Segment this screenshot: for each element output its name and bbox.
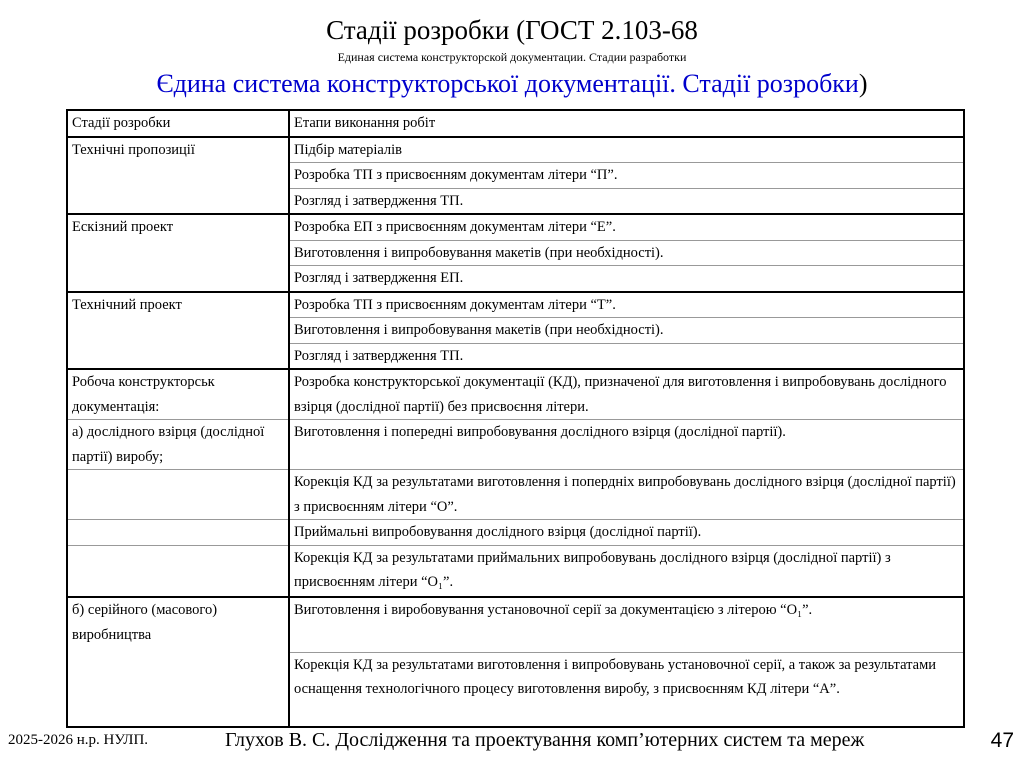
table-row xyxy=(67,369,964,420)
page-number: 47 xyxy=(990,729,1014,752)
stage-cell: Ескізний проект xyxy=(67,214,289,292)
stage-cell xyxy=(67,520,289,546)
task-cell: Підбір матеріалів xyxy=(289,137,964,163)
table-row xyxy=(67,470,964,520)
task-cell: Розробка ТП з присвоєнням документам літери “Т”. xyxy=(289,292,964,318)
task-cell: Розгляд і затвердження ЕП. xyxy=(289,266,964,292)
slide-subtitle-ukrainian xyxy=(0,68,1024,100)
stage-cell: Технічний проект xyxy=(67,292,289,370)
stage-cell: б) серійного (масового) виробництва xyxy=(67,597,289,727)
task-cell: Виготовлення і випробовування макетів (при необхідності). xyxy=(289,318,964,344)
header-stages: Стадії розробки xyxy=(67,110,289,137)
stage-cell: Робоча конструкторськ документація: xyxy=(67,369,289,420)
task-cell: Розгляд і затвердження ТП. xyxy=(289,188,964,214)
task-cell: Корекція КД за результатами виготовлення і випробовувань установочної серії, а також за результатами оснащення технологічного процесу виготовлення виробу, з присвоєнням КД літери “А”. xyxy=(289,652,964,727)
footer-course: Глухов В. С. Дослідження та проектування комп’ютерних систем та мереж xyxy=(225,729,865,751)
slide-subtitle-russian: Единая система конструкторской документации. Стадии разработки xyxy=(337,50,687,64)
task-cell: Виготовлення і випробовування макетів (при необхідності). xyxy=(289,240,964,266)
table-row xyxy=(67,292,964,318)
task-cell: Розробка ЕП з присвоєнням документам літери “Е”. xyxy=(289,214,964,240)
table-header-row xyxy=(67,110,964,137)
table-row xyxy=(67,545,964,597)
table-row xyxy=(67,597,964,652)
slide-title: Стадії розробки (ГОСТ 2.103-68 xyxy=(326,15,698,45)
subtitle-blue-text: Єдина система конструкторської документації. Стадії розробки xyxy=(156,69,859,98)
task-cell: Розробка ТП з присвоєнням документам літери “П”. xyxy=(289,163,964,189)
task-cell: Розробка конструкторської документації (КД), призначеної для виготовлення і випробовувань дослідного взірця (дослідної партії) без присвоєння літери. xyxy=(289,369,964,420)
stage-cell xyxy=(67,545,289,597)
table-row xyxy=(67,520,964,546)
subtitle-closing-paren: ) xyxy=(858,69,868,98)
task-cell: Виготовлення і попередні випробовування дослідного взірця (дослідної партії). xyxy=(289,420,964,470)
task-cell: Виготовлення і виробовування установочної серії за документацією з літерою “О₁”. xyxy=(289,597,964,652)
task-cell: Приймальні випробовування дослідного взірця (дослідної партії). xyxy=(289,520,964,546)
development-stages-table xyxy=(66,109,965,728)
task-cell: Корекція КД за результатами виготовлення і попердніх випробовувань дослідного взірця (дослідної партії) з присвоєнням літери “О”. xyxy=(289,470,964,520)
footer-year: 2025-2026 н.р. НУЛП. xyxy=(8,732,149,748)
table-row xyxy=(67,420,964,470)
table-row xyxy=(67,137,964,163)
stage-cell xyxy=(67,470,289,520)
task-cell: Корекція КД за результатами приймальних випробовувань дослідного взірця (дослідної партії) з присвоєнням літери “О₁”. xyxy=(289,545,964,597)
stage-cell: Технічні пропозиції xyxy=(67,137,289,215)
task-cell: Розгляд і затвердження ТП. xyxy=(289,343,964,369)
table-row xyxy=(67,214,964,240)
header-work-steps: Етапи виконання робіт xyxy=(289,110,964,137)
stage-cell: а) дослідного взірця (дослідної партії) виробу; xyxy=(67,420,289,470)
